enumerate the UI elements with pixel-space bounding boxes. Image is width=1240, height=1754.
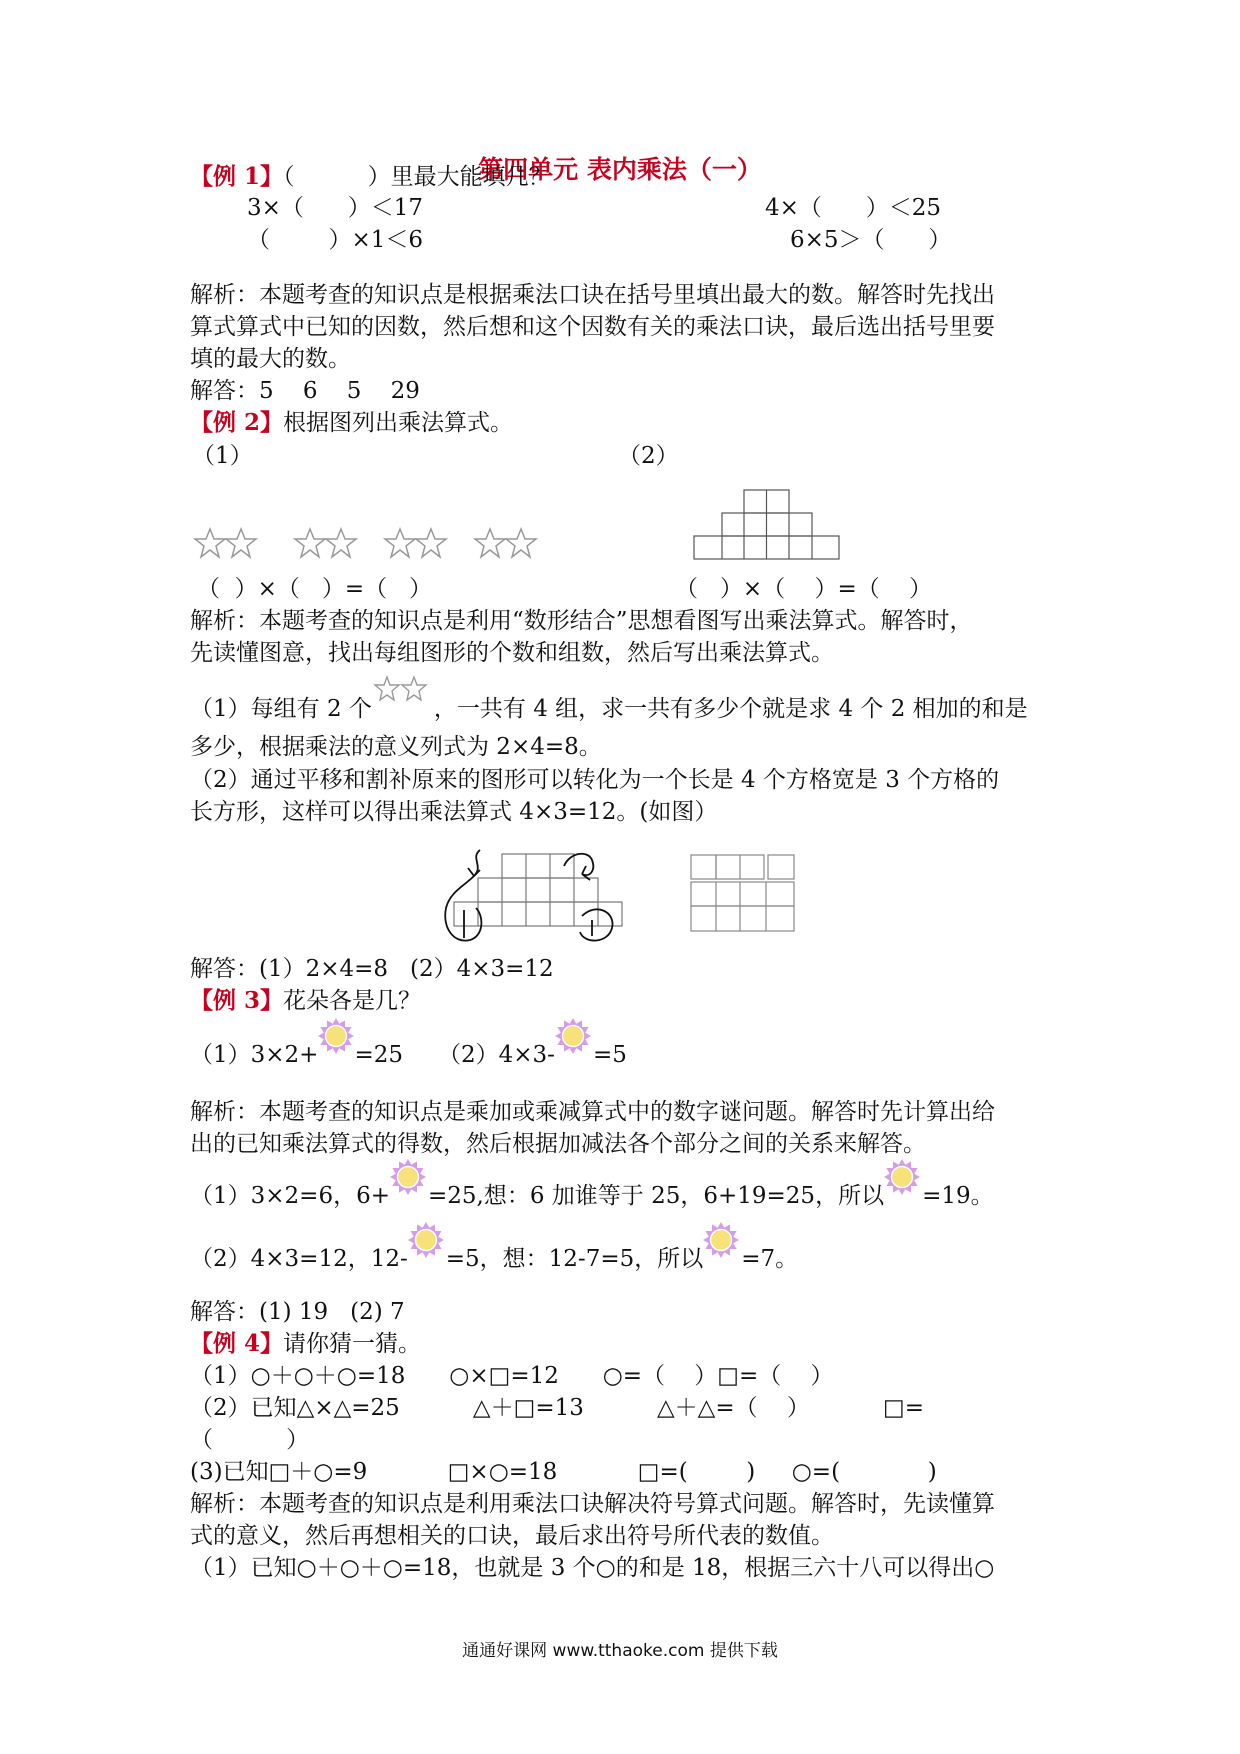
ex3-answer: 解答：(1) 19 (2) 7 — [190, 1299, 405, 1325]
star-icon — [226, 529, 256, 557]
flower-icon — [408, 1246, 446, 1266]
ex4-question-2: （2）已知△×△=25 △＋□=13 △＋△=（ ） □= — [190, 1395, 925, 1421]
inline-star-pair — [372, 690, 434, 716]
flower-icon — [884, 1183, 922, 1203]
star-icon — [416, 529, 446, 557]
ex1-answer: 解答：5 6 5 29 — [190, 378, 420, 404]
ex2-solution-2-line-2: 长方形，这样可以得出乘法算式 4×3=12。(如图） — [190, 799, 718, 825]
star-group — [385, 529, 446, 557]
ex3-sol1-part-a: （1）3×2=6，6+ — [190, 1183, 390, 1209]
example-3-heading — [190, 985, 421, 1017]
ex2-solution-1-line-2: 多少，根据乘法的意义列式为 2×4=8。 — [190, 734, 602, 760]
ex2-answer: 解答：(1）2×4=8 (2）4×3=12 — [190, 956, 554, 982]
star-group — [475, 529, 536, 557]
hand-drawn-arrows — [445, 850, 612, 941]
example-1-label: 【例 1】 — [190, 163, 284, 190]
example-4-heading — [190, 1328, 421, 1360]
example-2-label: 【例 2】 — [190, 409, 284, 436]
ex4-question-3: (3)已知□＋○=9 □×○=18 □=( ) ○=( ) — [190, 1459, 937, 1485]
ex1-row2-left: （ ）×1＜6 — [247, 227, 424, 253]
star-icon — [385, 529, 415, 557]
ex4-analysis-line-3: （1）已知○＋○＋○=18，也就是 3 个○的和是 18，根据三六十八可以得出○ — [190, 1555, 995, 1581]
star-icon — [326, 529, 356, 557]
star-icon — [402, 677, 426, 700]
star-icon — [195, 529, 225, 557]
example-1-question: （ ）里最大能填几？ — [283, 164, 552, 190]
ex3-sol2-part-c: =7。 — [741, 1246, 799, 1272]
ex3-q2-part-b: =5 — [592, 1042, 627, 1068]
staircase-grid-figure — [693, 489, 841, 561]
ex3-q1-part-a: （1）3×2+ — [190, 1042, 319, 1068]
star-groups-figure — [195, 528, 535, 562]
ex3-solution-2 — [190, 1243, 798, 1275]
page-title: 第四单元 表内乘法（一） — [478, 155, 762, 184]
example-2-question: 根据图列出乘法算式。 — [283, 410, 514, 436]
ex3-sol2-part-a: （2）4×3=12，12- — [190, 1246, 408, 1272]
example-3-question: 花朵各是几？ — [283, 988, 422, 1014]
ex4-question-2-continued: （ ） — [190, 1427, 310, 1453]
ex2-part1-label: （1） — [192, 443, 253, 469]
ex3-analysis-line-2: 出的已知乘法算式的得数，然后根据加减法各个部分之间的关系来解答。 — [190, 1131, 926, 1157]
example-4-label: 【例 4】 — [190, 1330, 284, 1357]
example-1-heading — [190, 161, 552, 193]
ex2-solution-2-line-1: （2）通过平移和割补原来的图形可以转化为一个长是 4 个方格宽是 3 个方格的 — [190, 767, 1000, 793]
ex4-question-1: （1）○＋○＋○=18 ○×□=12 ○=（ ）□=（ ） — [190, 1363, 834, 1389]
example-2-heading — [190, 407, 513, 439]
ex4-analysis-line-1: 解析：本题考查的知识点是利用乘法口诀解决符号算式问题。解答时，先读懂算 — [190, 1491, 995, 1517]
ex2-analysis-line-2: 先读懂图意，找出每组图形的个数和组数，然后写出乘法算式。 — [190, 640, 834, 666]
ex1-row1-right: 4×（ ）＜25 — [765, 195, 942, 221]
ex3-question-2 — [438, 1039, 627, 1071]
ex1-row1-left: 3×（ ）＜17 — [247, 195, 424, 221]
flower-icon — [318, 1042, 354, 1062]
footer-credit: 通通好课网 www.tthaoke.com 提供下载 — [462, 1641, 778, 1661]
star-group — [195, 529, 256, 557]
ex1-analysis-line-2: 算式算式中已知的因数，然后想和这个因数有关的乘法口诀，最后选出括号里要 — [190, 314, 995, 340]
ex2-sol1-part-a: （1）每组有 2 个 — [190, 696, 372, 722]
ex1-analysis-line-3: 填的最大的数。 — [190, 346, 351, 372]
star-group — [295, 529, 356, 557]
ex3-q2-part-a: （2）4×3- — [438, 1042, 555, 1068]
star-icon — [375, 677, 399, 700]
rectangle-result-figure — [690, 854, 800, 938]
flower-icon — [390, 1183, 428, 1203]
ex2-sol1-part-b: ，一共有 4 组，求一共有多少个就是求 4 个 2 相加的和是 — [433, 696, 1028, 722]
ex2-analysis-line-1: 解析：本题考查的知识点是利用“数形结合”思想看图写出乘法算式。解答时， — [190, 608, 973, 634]
star-icon — [475, 529, 505, 557]
ex2-blank-1: （ ）×（ ）=（ ） — [197, 576, 433, 602]
ex3-sol1-part-c: =19。 — [922, 1183, 994, 1209]
ex2-part2-label: （2） — [618, 443, 679, 469]
ex1-row2-right: 6×5＞（ ） — [790, 227, 952, 253]
ex3-solution-1 — [190, 1180, 994, 1212]
flower-icon — [555, 1042, 593, 1062]
ex3-question-1 — [190, 1039, 403, 1071]
star-icon — [506, 529, 536, 557]
ex3-sol1-part-b: =25,想：6 加谁等于 25，6+19=25，所以 — [427, 1183, 885, 1209]
ex4-analysis-line-2: 式的意义，然后再想相关的口诀，最后求出符号所代表的数值。 — [190, 1523, 834, 1549]
star-icon — [295, 529, 325, 557]
example-4-question: 请你猜一猜。 — [283, 1331, 422, 1357]
ex3-sol2-part-b: =5，想：12-7=5，所以 — [445, 1246, 704, 1272]
example-3-label: 【例 3】 — [190, 987, 284, 1014]
ex1-analysis-line-1: 解析：本题考查的知识点是根据乘法口诀在括号里填出最大的数。解答时先找出 — [190, 282, 995, 308]
ex2-solution-1-line-1 — [190, 690, 1028, 725]
ex2-blank-2: （ ）×（ ）=（ ） — [675, 576, 932, 602]
ex3-q1-part-b: =25 — [354, 1042, 403, 1068]
cut-and-move-figure — [440, 846, 620, 946]
flower-icon — [703, 1246, 741, 1266]
ex3-analysis-line-1: 解析：本题考查的知识点是乘加或乘减算式中的数字谜问题。解答时先计算出给 — [190, 1099, 995, 1125]
